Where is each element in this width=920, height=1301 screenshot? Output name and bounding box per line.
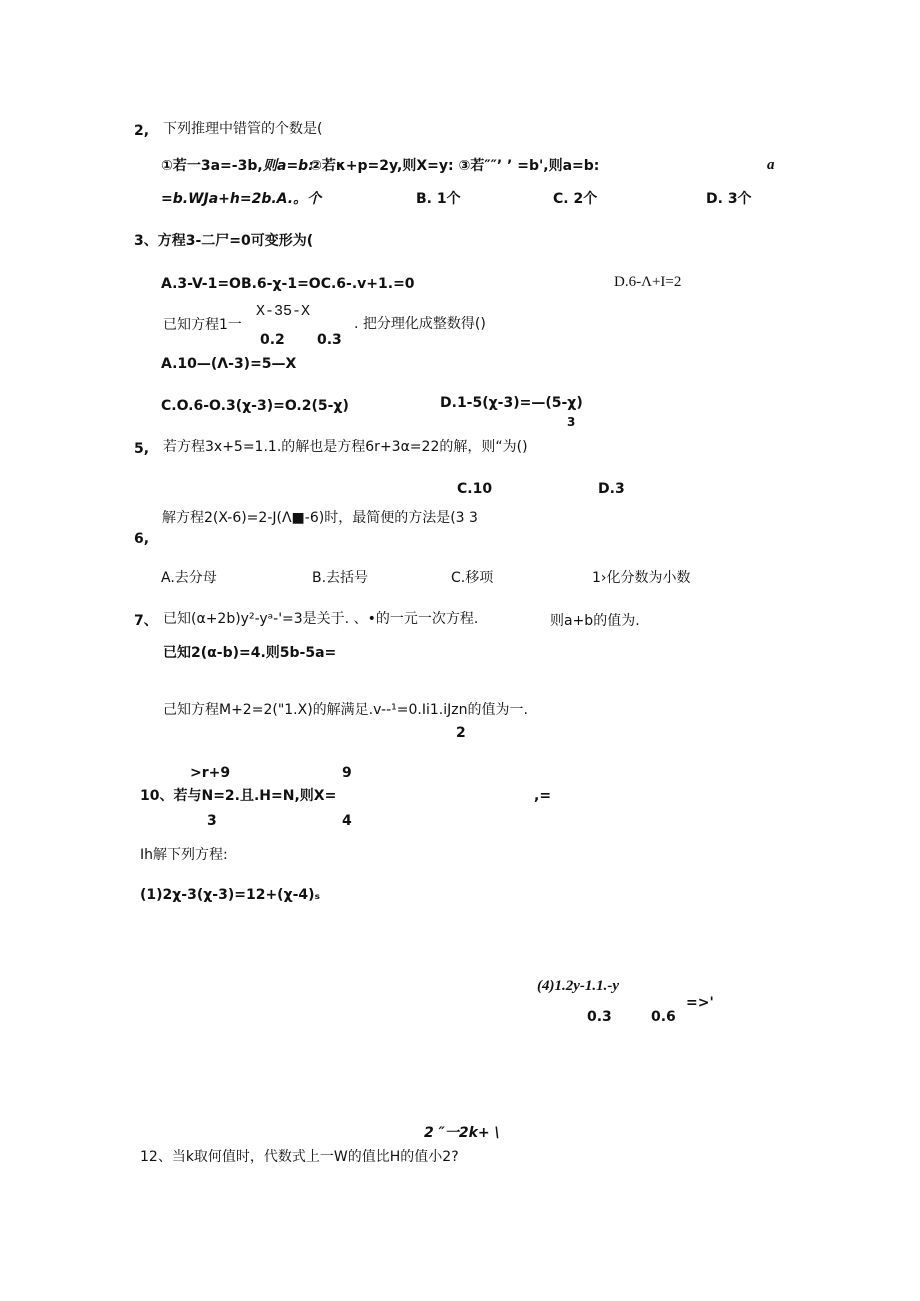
q9-subscript: 2 (456, 725, 466, 741)
q2-number: 2, (134, 123, 150, 139)
q4-option-d-denominator: 3 (567, 415, 576, 429)
q10-fraction2-numerator: 9 (342, 765, 352, 781)
q3-stem: 3、方程3-二尸=0可变形为( (134, 233, 314, 249)
q11-part4-denominator-1: 0.3 (587, 1009, 612, 1025)
q3-option-d: D.6-Λ+I=2 (614, 274, 682, 290)
q10-equals: ,= (534, 788, 552, 804)
q4-stem-tail: . 把分理化成整数得() (354, 316, 486, 332)
q4-denominator-2: 0.3 (317, 332, 342, 348)
q7-tail: 则a+b的值为. (550, 613, 640, 629)
q2-option-c: C. 2个 (553, 191, 598, 207)
q2-option-b: B. 1个 (416, 191, 461, 207)
q10-fraction1-denominator: 3 (207, 813, 217, 829)
q5-stem: 若方程3x+5=1.1.的解也是方程6r+3α=22的解，则“为() (163, 439, 528, 455)
q11-part1: (1)2χ-3(χ-3)=12+(χ-4)ₛ (140, 887, 320, 903)
q7-number: 7、 (134, 613, 158, 629)
q5-option-d: D.3 (598, 481, 625, 497)
q11-stem: Ih解下列方程: (140, 847, 228, 863)
q4-option-a: A.10—(Λ-3)=5—X (161, 356, 297, 372)
q2-line1-c: ②若κ+p=2y,则X=y: ③若″″’ ’ =b',则a=b: (310, 158, 600, 174)
q10-stem: 10、若与N=2.且.H=N,则X= (140, 788, 337, 804)
q9-stem: 己知方程M+2=2("1.X)的解满足.v--¹=0.Ii1.iJzn的值为一. (163, 702, 528, 718)
q4-option-d: D.1-5(χ-3)=—(5-χ) (440, 395, 583, 411)
q6-stem: 解方程2(X-6)=2-J(Λ■-6)时，最简便的方法是(3 3 (162, 510, 478, 526)
q12-fraction-top: 2 ″一2k+ \ (424, 1125, 500, 1141)
q11-part4-tail: =>' (686, 995, 714, 1011)
q11-part4: (4)1.2y-1.1.-y (537, 978, 620, 994)
q6-option-c: C.移项 (451, 570, 494, 586)
q12-stem: 12、当k取何值时，代数式上一W的值比H的值小2? (140, 1149, 459, 1165)
q4-fraction-numerator: X-35-X (256, 303, 311, 320)
q4-stem: 已知方程1一 (163, 317, 242, 333)
q3-options-abc: A.3-V-1=OB.6-χ-1=OC.6-.v+1.=0 (161, 276, 415, 292)
q5-number: 5, (134, 441, 150, 457)
q2-line1-d: a (767, 157, 775, 173)
q2-line1-b: 则a=b: (263, 158, 314, 174)
q6-option-b: B.去括号 (312, 570, 369, 586)
q8-stem: 已知2(α-b)=4.则5b-5a= (163, 645, 337, 661)
q11-part4-denominator-2: 0.6 (651, 1009, 676, 1025)
q4-denominator-1: 0.2 (260, 332, 285, 348)
q6-option-a: A.去分母 (161, 570, 217, 586)
q2-stem: 下列推理中错管的个数是( (163, 121, 323, 137)
q2-line2: =b.WJa+h=2b.A.。个 (161, 191, 322, 207)
q6-number: 6, (134, 531, 150, 547)
q10-fraction2-denominator: 4 (342, 813, 352, 829)
q10-fraction1-numerator: >r+9 (190, 765, 231, 781)
q7-stem: 已知(α+2b)y²-yᵃ-'=3是关于. 、•的一元一次方程. (163, 611, 479, 627)
q4-option-c: C.O.6-O.3(χ-3)=O.2(5-χ) (161, 398, 349, 414)
q2-line1-a: ①若一3a=-3b, (161, 158, 263, 174)
q6-option-d: 1›化分数为小数 (592, 570, 691, 586)
q5-option-c: C.10 (457, 481, 493, 497)
q2-option-d: D. 3个 (706, 191, 752, 207)
